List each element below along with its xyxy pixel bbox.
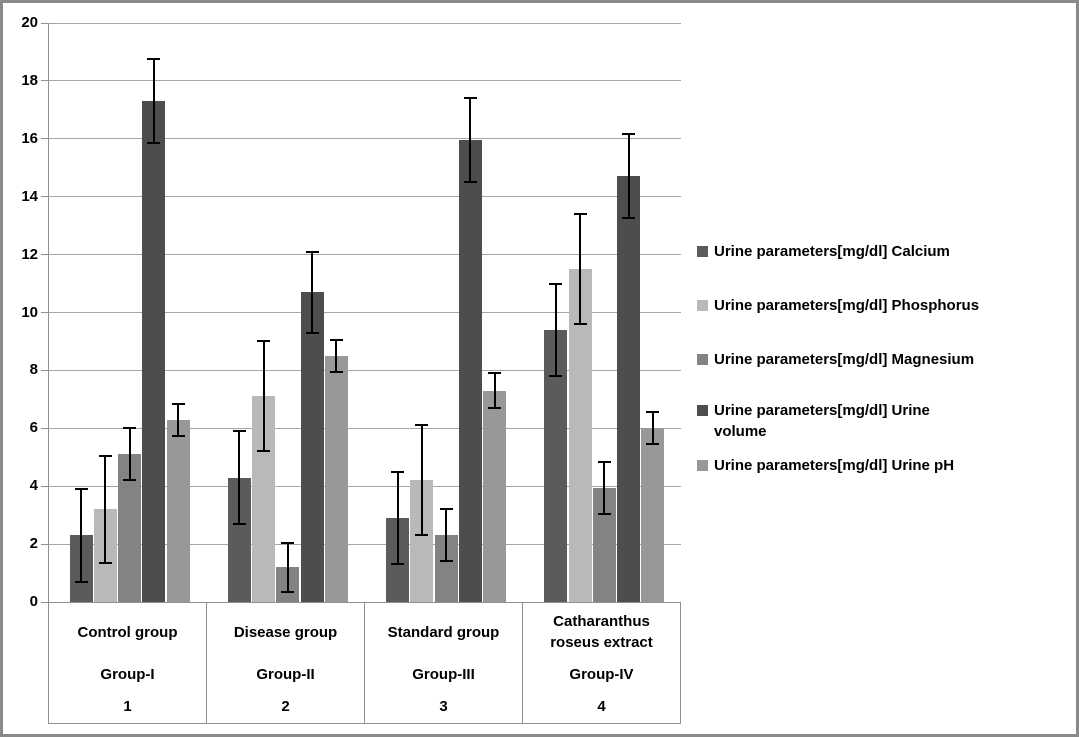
y-axis-line xyxy=(48,23,49,602)
category-cell-2 xyxy=(206,603,364,723)
error-cap-bottom xyxy=(440,560,453,562)
error-cap-top xyxy=(281,542,294,544)
error-cap-bottom xyxy=(574,323,587,325)
legend-label: Urine parameters[mg/dl] Urine volume xyxy=(714,402,930,440)
error-bar-s5-g3 xyxy=(494,373,496,408)
category-axis xyxy=(48,603,681,724)
error-bar-s1-g3 xyxy=(397,472,399,565)
error-bar-s2-g2 xyxy=(263,341,265,451)
error-bar-s1-g1 xyxy=(80,489,82,582)
category-number: 4 xyxy=(597,698,606,715)
bar-s4-g4 xyxy=(617,176,640,602)
error-cap-top xyxy=(488,372,501,374)
legend-label: Urine parameters[mg/dl] Calcium xyxy=(714,243,950,260)
error-cap-top xyxy=(549,283,562,285)
legend-swatch-icon xyxy=(697,460,708,471)
error-cap-bottom xyxy=(330,371,343,373)
x-axis-line xyxy=(48,602,681,603)
error-cap-bottom xyxy=(391,563,404,565)
error-cap-top xyxy=(330,339,343,341)
y-tick-label: 0 xyxy=(29,593,38,610)
y-axis-tick xyxy=(41,254,48,255)
error-bar-s2-g3 xyxy=(421,425,423,535)
error-bar-s5-g4 xyxy=(652,412,654,444)
legend-swatch-icon xyxy=(697,300,708,311)
error-bar-s3-g4 xyxy=(603,462,605,514)
legend-item-3 xyxy=(697,349,974,370)
y-tick-label: 14 xyxy=(21,187,38,205)
error-cap-bottom xyxy=(306,332,319,334)
y-axis-tick xyxy=(41,196,48,197)
bar-s4-g3 xyxy=(459,140,482,602)
y-axis-tick xyxy=(41,370,48,371)
category-group-label: Group-IV xyxy=(569,666,634,683)
y-axis-tick xyxy=(41,428,48,429)
error-cap-top xyxy=(257,340,270,342)
bar-s5-g2 xyxy=(325,356,348,602)
category-cell-1 xyxy=(48,603,206,723)
category-group-label: Group-III xyxy=(412,666,475,683)
error-cap-top xyxy=(391,471,404,473)
bar-s5-g1 xyxy=(167,420,190,602)
error-cap-bottom xyxy=(281,591,294,593)
error-bar-s4-g4 xyxy=(628,134,630,218)
error-bar-s2-g1 xyxy=(104,456,106,563)
legend-swatch-icon xyxy=(697,246,708,257)
error-cap-top xyxy=(172,403,185,405)
error-bar-s4-g1 xyxy=(153,59,155,143)
error-bar-s4-g3 xyxy=(469,98,471,182)
category-cell-4 xyxy=(522,603,681,723)
error-cap-bottom xyxy=(598,513,611,515)
y-tick-label: 12 xyxy=(21,245,38,263)
error-cap-top xyxy=(233,430,246,432)
error-cap-top xyxy=(440,508,453,510)
error-cap-top xyxy=(306,251,319,253)
error-bar-s4-g2 xyxy=(311,252,313,333)
gridline-y18 xyxy=(48,80,681,81)
bar-s5-g3 xyxy=(483,391,506,602)
y-tick-label: 4 xyxy=(29,477,38,495)
error-bar-s3-g2 xyxy=(287,543,289,592)
legend-swatch-icon xyxy=(697,354,708,365)
error-cap-top xyxy=(123,427,136,429)
error-cap-bottom xyxy=(488,407,501,409)
legend-item-5 xyxy=(697,455,954,476)
error-bar-s3-g1 xyxy=(129,428,131,480)
legend-swatch-icon xyxy=(697,405,708,416)
error-cap-top xyxy=(646,411,659,413)
bar-s5-g4 xyxy=(641,428,664,602)
y-tick-label: 6 xyxy=(29,419,38,437)
error-bar-s3-g3 xyxy=(445,509,447,561)
error-cap-bottom xyxy=(233,523,246,525)
legend-label: Urine parameters[mg/dl] Magnesium xyxy=(714,351,975,368)
error-bar-s2-g4 xyxy=(579,214,581,324)
category-number: 2 xyxy=(281,698,290,715)
error-cap-top xyxy=(464,97,477,99)
y-tick-label: 10 xyxy=(21,303,38,321)
error-cap-top xyxy=(415,424,428,426)
legend-label: Urine parameters[mg/dl] Urine pH xyxy=(714,457,955,474)
error-cap-top xyxy=(99,455,112,457)
error-bar-s1-g2 xyxy=(238,431,240,524)
gridline-y20 xyxy=(48,23,681,24)
y-axis-tick xyxy=(41,80,48,81)
error-cap-bottom xyxy=(622,217,635,219)
y-axis-tick xyxy=(41,486,48,487)
error-cap-top xyxy=(75,488,88,490)
error-cap-bottom xyxy=(123,479,136,481)
error-bar-s1-g4 xyxy=(555,284,557,377)
error-cap-top xyxy=(147,58,160,60)
category-number: 1 xyxy=(123,698,132,715)
error-cap-bottom xyxy=(99,562,112,564)
y-axis-tick xyxy=(41,544,48,545)
legend-label: Urine parameters[mg/dl] Phosphorus xyxy=(714,297,980,314)
error-cap-top xyxy=(574,213,587,215)
legend-item-1 xyxy=(697,241,950,262)
error-cap-bottom xyxy=(464,181,477,183)
category-name: Disease group xyxy=(233,623,338,641)
error-bar-s5-g2 xyxy=(335,340,337,372)
y-tick-label: 8 xyxy=(29,361,38,379)
category-name: Control group xyxy=(77,623,178,641)
category-cell-3 xyxy=(364,603,522,723)
error-cap-bottom xyxy=(172,435,185,437)
category-group-label: Group-II xyxy=(256,666,315,683)
category-number: 3 xyxy=(439,698,448,715)
error-cap-bottom xyxy=(147,142,160,144)
category-group-label: Group-I xyxy=(100,666,155,683)
error-cap-bottom xyxy=(75,581,88,583)
y-axis-tick xyxy=(41,23,48,24)
y-tick-label: 20 xyxy=(21,14,38,31)
category-name: Catharanthus roseus extract xyxy=(550,613,653,651)
bar-s4-g1 xyxy=(142,101,165,602)
error-cap-bottom xyxy=(646,443,659,445)
error-bar-s5-g1 xyxy=(177,404,179,436)
error-cap-top xyxy=(622,133,635,135)
y-tick-label: 2 xyxy=(29,535,38,553)
y-tick-label: 18 xyxy=(21,71,38,89)
y-axis-tick xyxy=(41,312,48,313)
error-cap-bottom xyxy=(415,534,428,536)
y-tick-label: 16 xyxy=(21,129,38,147)
category-name: Standard group xyxy=(387,623,500,641)
bar-s4-g2 xyxy=(301,292,324,602)
y-axis-tick xyxy=(41,602,48,603)
legend-item-2 xyxy=(697,295,979,316)
error-cap-bottom xyxy=(257,450,270,452)
error-cap-top xyxy=(598,461,611,463)
y-axis-tick xyxy=(41,138,48,139)
legend-item-4 xyxy=(697,400,930,442)
error-cap-bottom xyxy=(549,375,562,377)
